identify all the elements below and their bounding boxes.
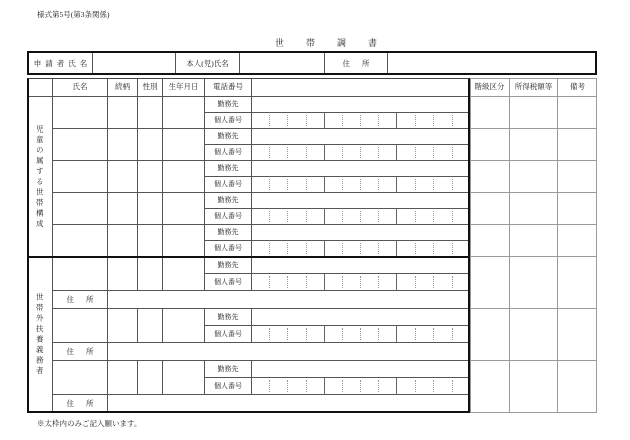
- page-title: 世帯調書: [274, 38, 399, 48]
- personal-number-digit-cell[interactable]: [325, 328, 343, 340]
- personal-number-group[interactable]: [325, 241, 398, 257]
- personal-number-digit-cell[interactable]: [252, 276, 270, 288]
- personal-number-digit-cell[interactable]: [453, 179, 470, 190]
- remarks-header: 備考: [558, 78, 597, 97]
- personal-number-digit-cell[interactable]: [325, 147, 343, 158]
- personal-number-digit-cell[interactable]: [397, 276, 415, 288]
- workplace-input-cell[interactable]: [252, 225, 470, 241]
- personal-number-digit-cell[interactable]: [325, 243, 343, 254]
- birth-date-input-cell[interactable]: [163, 129, 205, 161]
- personal-number-digit-cell[interactable]: [288, 328, 306, 340]
- personal-number-digit-cell[interactable]: [252, 211, 270, 222]
- workplace-input-cell[interactable]: [252, 97, 470, 113]
- personal-number-digit-cell[interactable]: [270, 179, 288, 190]
- personal-number-group[interactable]: [252, 113, 325, 129]
- personal-number-digit-cell[interactable]: [288, 179, 306, 190]
- personal-number-digit-cell[interactable]: [307, 243, 324, 254]
- personal-number-group[interactable]: [252, 145, 325, 161]
- footnote: ※太枠内のみご記入願います。: [37, 419, 142, 428]
- personal-number-digit-cell[interactable]: [453, 328, 470, 340]
- sex-input-cell[interactable]: [138, 129, 163, 161]
- personal-number-digit-cell[interactable]: [434, 380, 452, 392]
- name-column-header: 氏名: [53, 78, 108, 97]
- personal-number-digit-cell[interactable]: [270, 115, 288, 126]
- personal-number-label: 個人番号: [205, 177, 252, 193]
- personal-number-digit-cell[interactable]: [270, 380, 288, 392]
- phone-input-cell[interactable]: [252, 78, 470, 97]
- personal-number-digit-cell[interactable]: [361, 179, 379, 190]
- birth-date-input-cell[interactable]: [163, 309, 205, 343]
- relationship-input-cell[interactable]: [108, 129, 138, 161]
- class-division-cell[interactable]: [470, 161, 510, 193]
- relationship-input-cell[interactable]: [108, 257, 138, 291]
- sex-column-header: 性別: [138, 78, 163, 97]
- personal-number-digit-cell[interactable]: [343, 380, 361, 392]
- address-row-label: 住所: [53, 343, 108, 361]
- remarks-cell[interactable]: [558, 225, 597, 257]
- sex-input-cell[interactable]: [138, 161, 163, 193]
- personal-number-digit-cell[interactable]: [434, 243, 452, 254]
- address-input[interactable]: [388, 53, 595, 73]
- personal-number-digit-cell[interactable]: [379, 276, 396, 288]
- member-name-input-cell[interactable]: [53, 97, 108, 129]
- personal-number-digit-cell[interactable]: [307, 380, 324, 392]
- personal-number-label: 個人番号: [205, 241, 252, 257]
- personal-number-digit-cell[interactable]: [252, 243, 270, 254]
- sex-input-cell[interactable]: [138, 193, 163, 225]
- personal-number-digit-cell[interactable]: [270, 328, 288, 340]
- personal-number-group[interactable]: [325, 145, 398, 161]
- address-label: 住所: [325, 53, 388, 73]
- personal-number-group[interactable]: [397, 177, 470, 193]
- workplace-label: 勤務先: [205, 225, 252, 241]
- birth-date-input-cell[interactable]: [163, 225, 205, 257]
- personal-number-digit-cell[interactable]: [270, 147, 288, 158]
- remarks-cell[interactable]: [558, 129, 597, 161]
- personal-number-digit-cell[interactable]: [361, 328, 379, 340]
- personal-number-digit-cell[interactable]: [379, 179, 396, 190]
- personal-number-digit-cell[interactable]: [453, 276, 470, 288]
- personal-number-digit-cell[interactable]: [361, 147, 379, 158]
- sex-input-cell[interactable]: [138, 97, 163, 129]
- personal-number-digit-cell[interactable]: [379, 380, 396, 392]
- remarks-cell[interactable]: [558, 361, 597, 413]
- class-division-cell[interactable]: [470, 309, 510, 361]
- workplace-label: 勤務先: [205, 97, 252, 113]
- personal-number-group[interactable]: [397, 145, 470, 161]
- workplace-input-cell[interactable]: [252, 129, 470, 145]
- income-tax-cell[interactable]: [510, 193, 558, 225]
- personal-number-digit-cell[interactable]: [361, 211, 379, 222]
- income-tax-header: 所得税額等: [510, 78, 558, 97]
- personal-number-digit-cell[interactable]: [325, 380, 343, 392]
- personal-number-digit-cell[interactable]: [379, 147, 396, 158]
- personal-number-group[interactable]: [325, 274, 398, 291]
- personal-number-digit-cell[interactable]: [307, 147, 324, 158]
- personal-number-digit-cell[interactable]: [434, 211, 452, 222]
- relationship-input-cell[interactable]: [108, 161, 138, 193]
- relationship-input-cell[interactable]: [108, 361, 138, 395]
- personal-number-digit-cell[interactable]: [397, 211, 415, 222]
- personal-number-group[interactable]: [397, 378, 470, 395]
- address-row-input-cell[interactable]: [108, 395, 470, 413]
- relationship-input-cell[interactable]: [108, 97, 138, 129]
- personal-number-digit-cell[interactable]: [416, 179, 434, 190]
- workplace-label: 勤務先: [205, 309, 252, 326]
- personal-number-group[interactable]: [325, 113, 398, 129]
- birth-date-input-cell[interactable]: [163, 161, 205, 193]
- relationship-input-cell[interactable]: [108, 309, 138, 343]
- sex-input-cell[interactable]: [138, 225, 163, 257]
- birth-date-input-cell[interactable]: [163, 193, 205, 225]
- personal-number-label: 個人番号: [205, 326, 252, 343]
- relationship-input-cell[interactable]: [108, 193, 138, 225]
- personal-number-label: 個人番号: [205, 378, 252, 395]
- personal-number-group[interactable]: [397, 241, 470, 257]
- personal-number-group[interactable]: [252, 378, 325, 395]
- personal-number-digit-cell[interactable]: [434, 147, 452, 158]
- personal-number-group[interactable]: [252, 177, 325, 193]
- workplace-input-cell[interactable]: [252, 309, 470, 326]
- personal-number-group[interactable]: [325, 177, 398, 193]
- personal-number-digit-cell[interactable]: [343, 115, 361, 126]
- class-division-cell[interactable]: [470, 361, 510, 413]
- personal-number-label: 個人番号: [205, 113, 252, 129]
- remarks-cell[interactable]: [558, 309, 597, 361]
- personal-number-digit-cell[interactable]: [416, 243, 434, 254]
- personal-number-digit-cell[interactable]: [270, 211, 288, 222]
- personal-number-digit-cell[interactable]: [288, 276, 306, 288]
- personal-number-group[interactable]: [252, 274, 325, 291]
- member-name-input-cell[interactable]: [53, 161, 108, 193]
- member-name-input-cell[interactable]: [53, 225, 108, 257]
- member-name-input-cell[interactable]: [53, 129, 108, 161]
- personal-number-digit-cell[interactable]: [343, 243, 361, 254]
- workplace-label: 勤務先: [205, 193, 252, 209]
- remarks-cell[interactable]: [558, 257, 597, 309]
- personal-number-digit-cell[interactable]: [307, 328, 324, 340]
- address-row-label: 住所: [53, 395, 108, 413]
- personal-number-digit-cell[interactable]: [252, 380, 270, 392]
- personal-number-digit-cell[interactable]: [288, 380, 306, 392]
- class-division-cell[interactable]: [470, 129, 510, 161]
- class-division-cell[interactable]: [470, 193, 510, 225]
- personal-number-digit-cell[interactable]: [434, 179, 452, 190]
- income-tax-cell[interactable]: [510, 97, 558, 129]
- personal-number-digit-cell[interactable]: [453, 211, 470, 222]
- income-tax-cell[interactable]: [510, 361, 558, 413]
- personal-number-group[interactable]: [397, 326, 470, 343]
- member-name-input-cell[interactable]: [53, 193, 108, 225]
- personal-number-digit-cell[interactable]: [434, 276, 452, 288]
- sex-input-cell[interactable]: [138, 361, 163, 395]
- personal-number-digit-cell[interactable]: [453, 115, 470, 126]
- income-tax-cell[interactable]: [510, 309, 558, 361]
- workplace-input-cell[interactable]: [252, 193, 470, 209]
- member-name-input-cell[interactable]: [53, 309, 108, 343]
- workplace-label: 勤務先: [205, 257, 252, 274]
- birth-date-input-cell[interactable]: [163, 257, 205, 291]
- remarks-cell[interactable]: [558, 161, 597, 193]
- personal-number-digit-cell[interactable]: [325, 115, 343, 126]
- self-child-name-input[interactable]: [240, 53, 325, 73]
- personal-number-label: 個人番号: [205, 209, 252, 225]
- remarks-cell[interactable]: [558, 193, 597, 225]
- personal-number-group[interactable]: [397, 209, 470, 225]
- income-tax-cell[interactable]: [510, 225, 558, 257]
- personal-number-group[interactable]: [325, 378, 398, 395]
- workplace-label: 勤務先: [205, 161, 252, 177]
- personal-number-digit-cell[interactable]: [361, 243, 379, 254]
- personal-number-digit-cell[interactable]: [288, 147, 306, 158]
- workplace-input-cell[interactable]: [252, 361, 470, 378]
- class-division-cell[interactable]: [470, 225, 510, 257]
- remarks-cell[interactable]: [558, 97, 597, 129]
- workplace-label: 勤務先: [205, 361, 252, 378]
- personal-number-digit-cell[interactable]: [361, 276, 379, 288]
- personal-number-digit-cell[interactable]: [288, 243, 306, 254]
- personal-number-digit-cell[interactable]: [361, 380, 379, 392]
- self-child-name-label: 本人(児)氏名: [176, 53, 240, 73]
- relationship-input-cell[interactable]: [108, 225, 138, 257]
- personal-number-digit-cell[interactable]: [288, 115, 306, 126]
- personal-number-digit-cell[interactable]: [343, 276, 361, 288]
- personal-number-group[interactable]: [252, 209, 325, 225]
- personal-number-digit-cell[interactable]: [397, 147, 415, 158]
- personal-number-label: 個人番号: [205, 145, 252, 161]
- address-row-input-cell[interactable]: [108, 343, 470, 361]
- personal-number-digit-cell[interactable]: [252, 328, 270, 340]
- income-tax-cell[interactable]: [510, 257, 558, 309]
- personal-number-digit-cell[interactable]: [416, 328, 434, 340]
- income-tax-cell[interactable]: [510, 129, 558, 161]
- personal-number-digit-cell[interactable]: [416, 276, 434, 288]
- personal-number-group[interactable]: [397, 113, 470, 129]
- workplace-label: 勤務先: [205, 129, 252, 145]
- personal-number-digit-cell[interactable]: [397, 380, 415, 392]
- personal-number-digit-cell[interactable]: [397, 179, 415, 190]
- class-division-cell[interactable]: [470, 97, 510, 129]
- applicant-name-label: 申請者氏名: [29, 53, 93, 73]
- personal-number-digit-cell[interactable]: [416, 211, 434, 222]
- sex-input-cell[interactable]: [138, 257, 163, 291]
- applicant-header-row: [27, 51, 597, 75]
- personal-number-digit-cell[interactable]: [434, 328, 452, 340]
- personal-number-digit-cell[interactable]: [343, 328, 361, 340]
- personal-number-digit-cell[interactable]: [416, 380, 434, 392]
- personal-number-digit-cell[interactable]: [397, 115, 415, 126]
- personal-number-digit-cell[interactable]: [416, 115, 434, 126]
- address-row-label: 住所: [53, 291, 108, 309]
- personal-number-digit-cell[interactable]: [252, 179, 270, 190]
- address-row-input-cell[interactable]: [108, 291, 470, 309]
- birth-date-input-cell[interactable]: [163, 97, 205, 129]
- class-division-header: 階級区分: [470, 78, 510, 97]
- section-label-child-household: 児童の属する世帯構成: [27, 97, 53, 257]
- birth-date-input-cell[interactable]: [163, 361, 205, 395]
- workplace-input-cell[interactable]: [252, 161, 470, 177]
- applicant-name-input[interactable]: [93, 53, 176, 73]
- personal-number-digit-cell[interactable]: [453, 243, 470, 254]
- personal-number-digit-cell[interactable]: [379, 243, 396, 254]
- income-tax-cell[interactable]: [510, 161, 558, 193]
- personal-number-digit-cell[interactable]: [325, 179, 343, 190]
- section-label-outside-household: 世帯外扶養義務者: [27, 257, 53, 413]
- personal-number-digit-cell[interactable]: [434, 115, 452, 126]
- personal-number-digit-cell[interactable]: [252, 147, 270, 158]
- member-name-input-cell[interactable]: [53, 257, 108, 291]
- personal-number-digit-cell[interactable]: [307, 276, 324, 288]
- personal-number-digit-cell[interactable]: [453, 380, 470, 392]
- personal-number-label: 個人番号: [205, 274, 252, 291]
- personal-number-digit-cell[interactable]: [361, 115, 379, 126]
- personal-number-digit-cell[interactable]: [325, 211, 343, 222]
- personal-number-group[interactable]: [252, 241, 325, 257]
- personal-number-digit-cell[interactable]: [379, 328, 396, 340]
- member-name-input-cell[interactable]: [53, 361, 108, 395]
- personal-number-digit-cell[interactable]: [453, 147, 470, 158]
- personal-number-group[interactable]: [325, 209, 398, 225]
- personal-number-group[interactable]: [252, 326, 325, 343]
- personal-number-digit-cell[interactable]: [307, 211, 324, 222]
- personal-number-digit-cell[interactable]: [343, 179, 361, 190]
- personal-number-digit-cell[interactable]: [252, 115, 270, 126]
- household-table: [27, 78, 597, 413]
- personal-number-digit-cell[interactable]: [288, 211, 306, 222]
- personal-number-digit-cell[interactable]: [379, 211, 396, 222]
- personal-number-digit-cell[interactable]: [397, 328, 415, 340]
- personal-number-digit-cell[interactable]: [343, 211, 361, 222]
- section-column-header: [27, 78, 53, 97]
- personal-number-group[interactable]: [397, 274, 470, 291]
- phone-column-header: 電話番号: [205, 78, 252, 97]
- personal-number-digit-cell[interactable]: [416, 147, 434, 158]
- personal-number-digit-cell[interactable]: [307, 115, 324, 126]
- birth-date-column-header: 生年月日: [163, 78, 205, 97]
- personal-number-digit-cell[interactable]: [325, 276, 343, 288]
- relationship-column-header: 続柄: [108, 78, 138, 97]
- personal-number-digit-cell[interactable]: [379, 115, 396, 126]
- personal-number-group[interactable]: [325, 326, 398, 343]
- personal-number-digit-cell[interactable]: [270, 276, 288, 288]
- personal-number-digit-cell[interactable]: [397, 243, 415, 254]
- workplace-input-cell[interactable]: [252, 257, 470, 274]
- personal-number-digit-cell[interactable]: [307, 179, 324, 190]
- class-division-cell[interactable]: [470, 257, 510, 309]
- personal-number-digit-cell[interactable]: [343, 147, 361, 158]
- personal-number-digit-cell[interactable]: [270, 243, 288, 254]
- form-number-label: 様式第5号(第3条関係): [37, 10, 110, 19]
- sex-input-cell[interactable]: [138, 309, 163, 343]
